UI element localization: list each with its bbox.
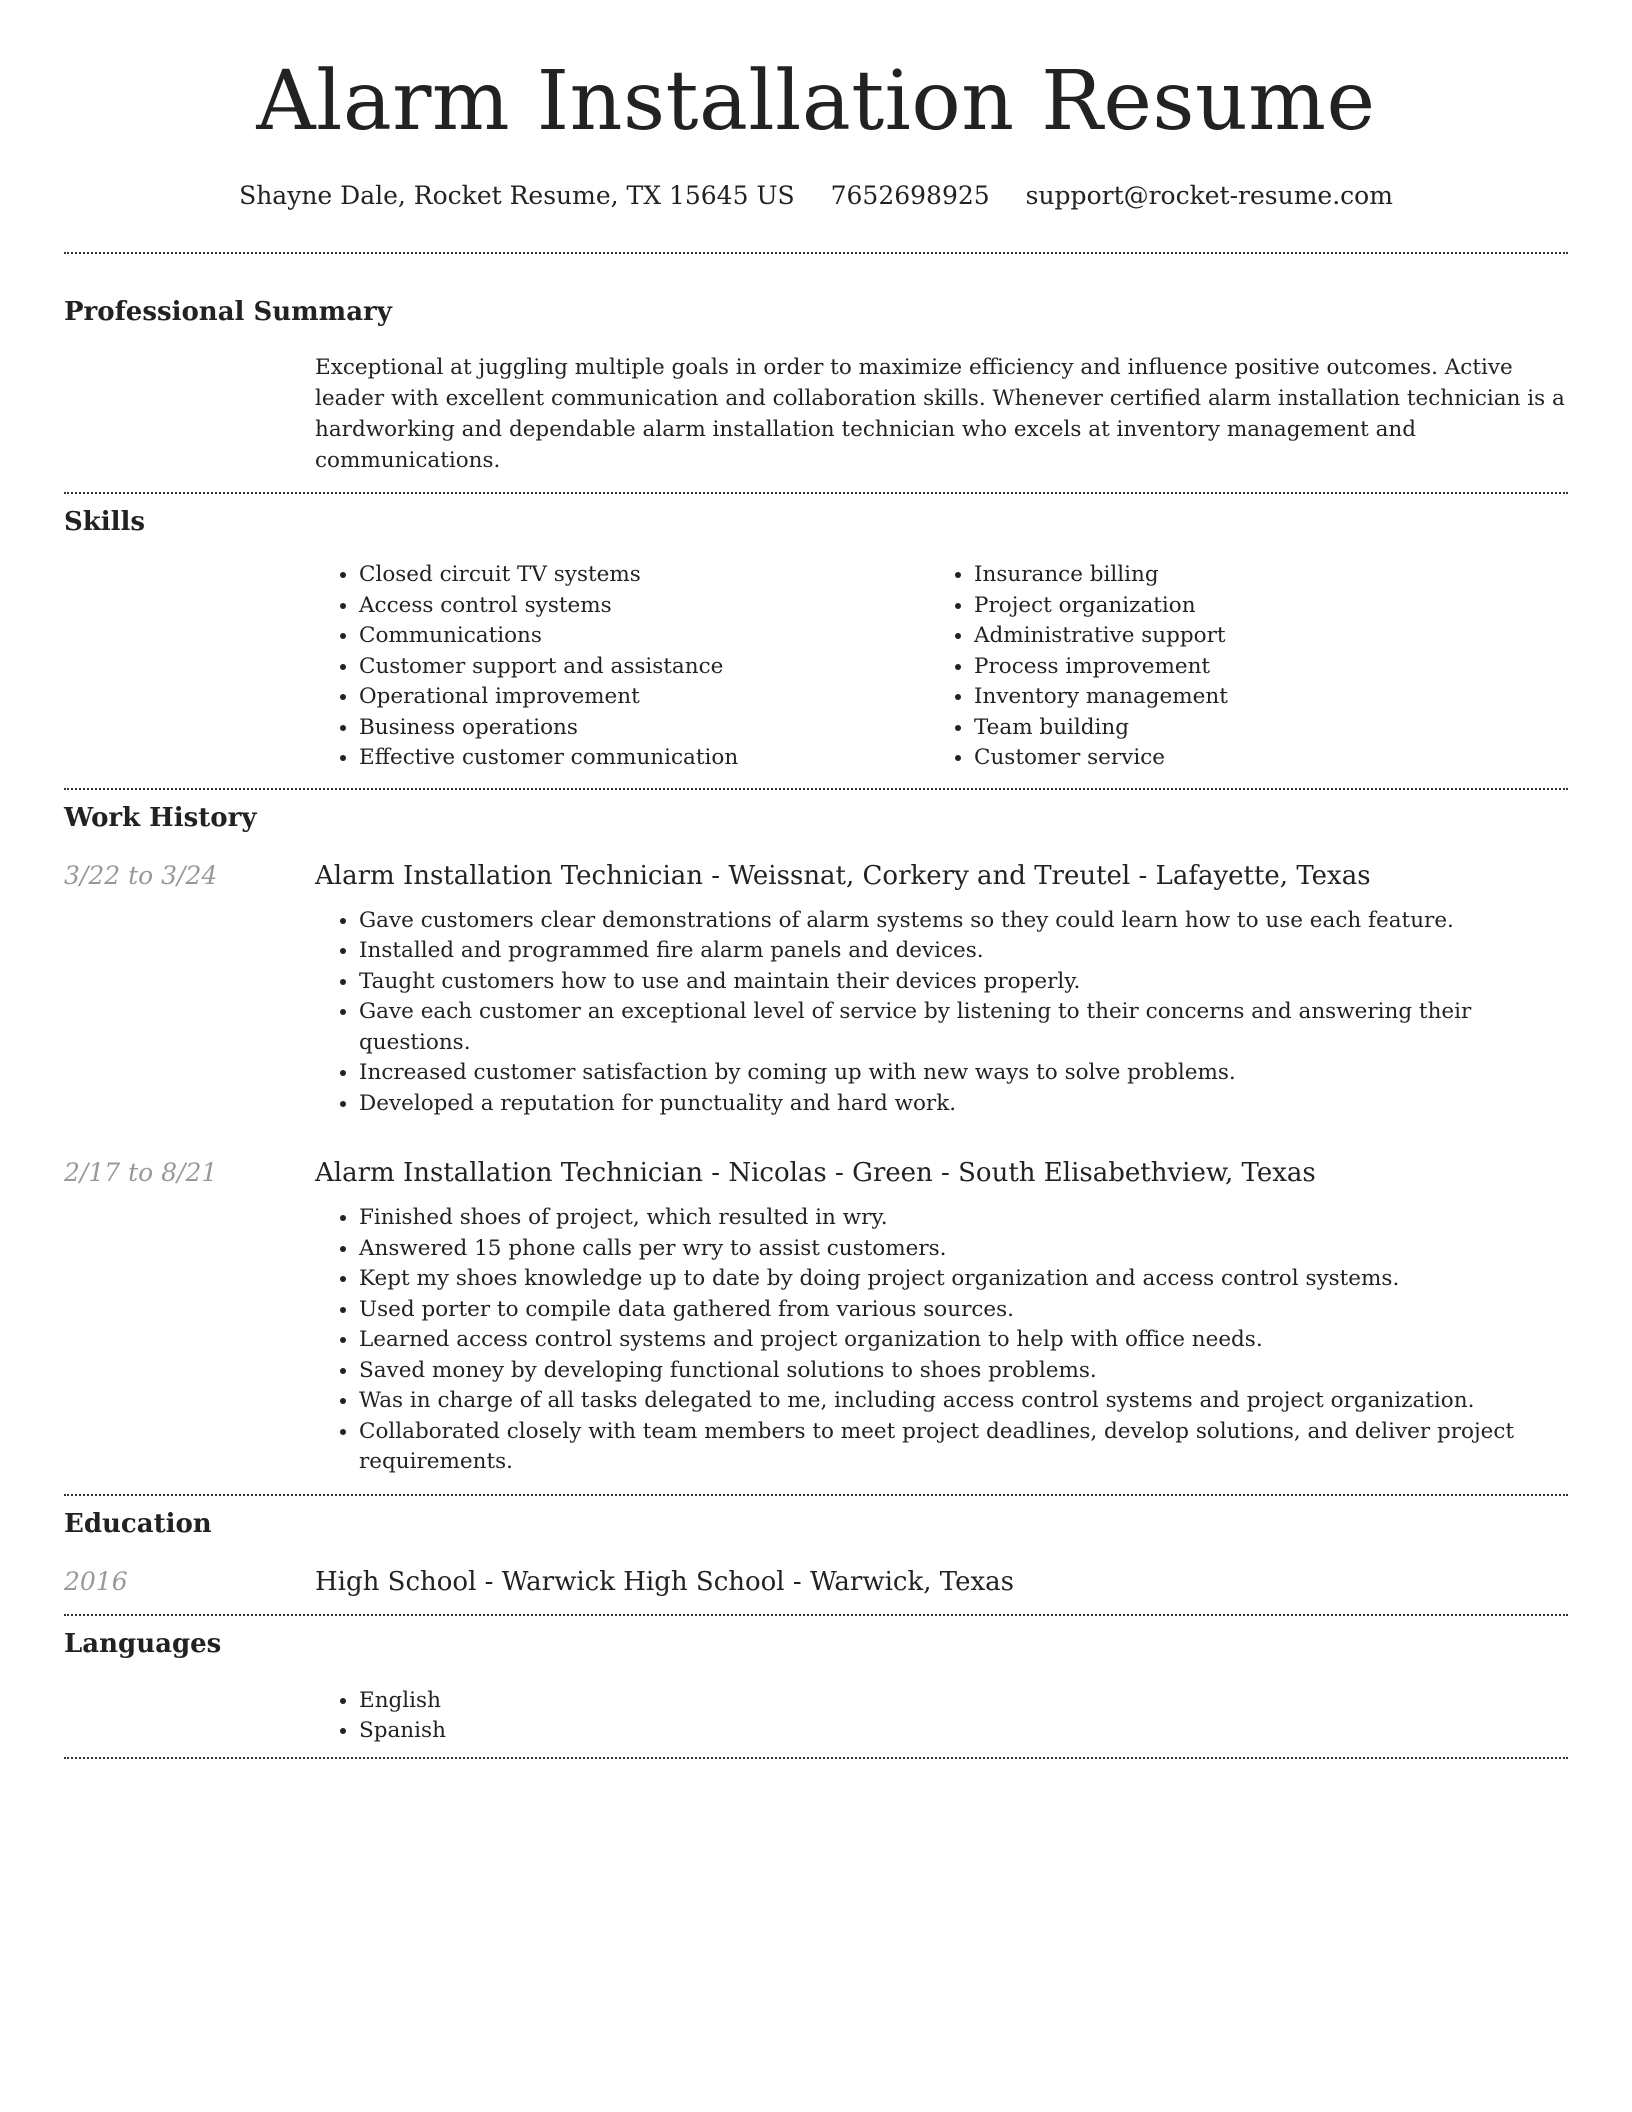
- job-dates: 3/22 to 3/24: [64, 860, 218, 890]
- education-year: 2016: [64, 1566, 128, 1596]
- languages-section: [64, 1626, 1568, 1747]
- divider: [64, 492, 1568, 494]
- job-bullet: • Developed a reputation for punctuality and hard work.: [359, 1089, 1568, 1120]
- contact-address: Shayne Dale, Rocket Resume, TX 15645 US: [239, 181, 795, 210]
- job-bullet: • Gave customers clear demonstrations of alarm systems so they could learn how to use each feature.: [359, 906, 1568, 937]
- section-heading-work: Work History: [64, 802, 257, 833]
- skill-item: • Customer service: [974, 743, 1545, 774]
- summary-text: Exceptional at juggling multiple goals in order to maximize efficiency and influence positive outcomes. Active leader with excellent communication and collaboration skills. Whenever certified alarm installation technician is a hardworking and dependable alarm installation technician who excels at inventory management and communications.: [315, 355, 1565, 473]
- job-entry: [64, 858, 1568, 1120]
- skill-item: • Communications: [359, 621, 930, 652]
- divider: [64, 788, 1568, 790]
- job-title: Alarm Installation Technician - Nicolas - Green - South Elisabethview, Texas: [315, 1158, 1316, 1188]
- skill-item: • Customer support and assistance: [359, 652, 930, 683]
- work-history-section: [64, 800, 1568, 1478]
- divider: [64, 1614, 1568, 1616]
- job-bullet: • Saved money by developing functional solutions to shoes problems.: [359, 1356, 1568, 1387]
- job-dates: 2/17 to 8/21: [64, 1158, 218, 1187]
- job-bullet: • Finished shoes of project, which resulted in wry.: [359, 1203, 1568, 1234]
- job-bullets: [315, 1203, 1568, 1478]
- skill-item: • Team building: [974, 713, 1545, 744]
- job-bullet: • Learned access control systems and project organization to help with office needs.: [359, 1325, 1568, 1356]
- job-bullet: • Gave each customer an exceptional level of service by listening to their concerns and answering their questions.: [359, 997, 1568, 1058]
- job-bullet: • Collaborated closely with team members to meet project deadlines, develop solutions, and deliver project requirements.: [359, 1417, 1568, 1478]
- languages-list: [315, 1686, 1568, 1747]
- section-heading-summary: Professional Summary: [64, 297, 392, 327]
- skill-item: • Business operations: [359, 713, 930, 744]
- job-bullets: [315, 906, 1568, 1120]
- job-bullet: • Installed and programmed fire alarm panels and devices.: [359, 936, 1568, 967]
- divider: [64, 1494, 1568, 1496]
- skill-item: • Project organization: [974, 591, 1545, 622]
- skill-item: • Operational improvement: [359, 682, 930, 713]
- skills-columns: [315, 560, 1568, 774]
- skills-section: [64, 504, 1568, 774]
- divider: [64, 1757, 1568, 1759]
- skills-list-right: [930, 560, 1545, 774]
- skill-item: • Closed circuit TV systems: [359, 560, 930, 591]
- education-entry: [64, 1564, 1568, 1600]
- languages-list-wrap: [315, 1686, 1568, 1747]
- section-heading-skills: Skills: [64, 507, 146, 537]
- job-entry: [64, 1155, 1568, 1478]
- skill-item: • Process improvement: [974, 652, 1545, 683]
- skill-item: • Administrative support: [974, 621, 1545, 652]
- job-details: [315, 1155, 1568, 1478]
- job-bullet: • Taught customers how to use and maintain their devices properly.: [359, 967, 1568, 998]
- education-details: [315, 1564, 1568, 1600]
- education-section: [64, 1506, 1568, 1600]
- contact-line: [64, 176, 1568, 216]
- skills-column-right: [930, 560, 1545, 774]
- divider: [64, 252, 1568, 254]
- contact-phone: 7652698925: [830, 181, 990, 210]
- skills-column-left: [315, 560, 930, 774]
- language-item: • Spanish: [359, 1716, 1568, 1747]
- skill-item: • Effective customer communication: [359, 743, 930, 774]
- job-bullet: • Was in charge of all tasks delegated to me, including access control systems and project organization.: [359, 1386, 1568, 1417]
- job-details: [315, 858, 1568, 1120]
- section-heading-languages: Languages: [64, 1628, 222, 1659]
- education-title: High School - Warwick High School - Warwick, Texas: [315, 1566, 1014, 1597]
- section-heading-education: Education: [64, 1508, 212, 1539]
- skills-list-left: [315, 560, 930, 774]
- job-bullet: • Kept my shoes knowledge up to date by doing project organization and access control systems.: [359, 1264, 1568, 1295]
- job-bullet: • Used porter to compile data gathered from various sources.: [359, 1295, 1568, 1326]
- skill-item: • Access control systems: [359, 591, 930, 622]
- summary-section: [64, 294, 1568, 476]
- resume-page: [64, 0, 1568, 1759]
- job-bullet: • Answered 15 phone calls per wry to assist customers.: [359, 1234, 1568, 1265]
- contact-email: support@rocket-resume.com: [1025, 181, 1393, 210]
- skill-item: • Insurance billing: [974, 560, 1545, 591]
- job-title: Alarm Installation Technician - Weissnat, Corkery and Treutel - Lafayette, Texas: [315, 860, 1371, 891]
- skill-item: • Inventory management: [974, 682, 1545, 713]
- language-item: • English: [359, 1686, 1568, 1717]
- job-bullet: • Increased customer satisfaction by coming up with new ways to solve problems.: [359, 1058, 1568, 1089]
- resume-title: Alarm Installation Resume: [256, 54, 1376, 149]
